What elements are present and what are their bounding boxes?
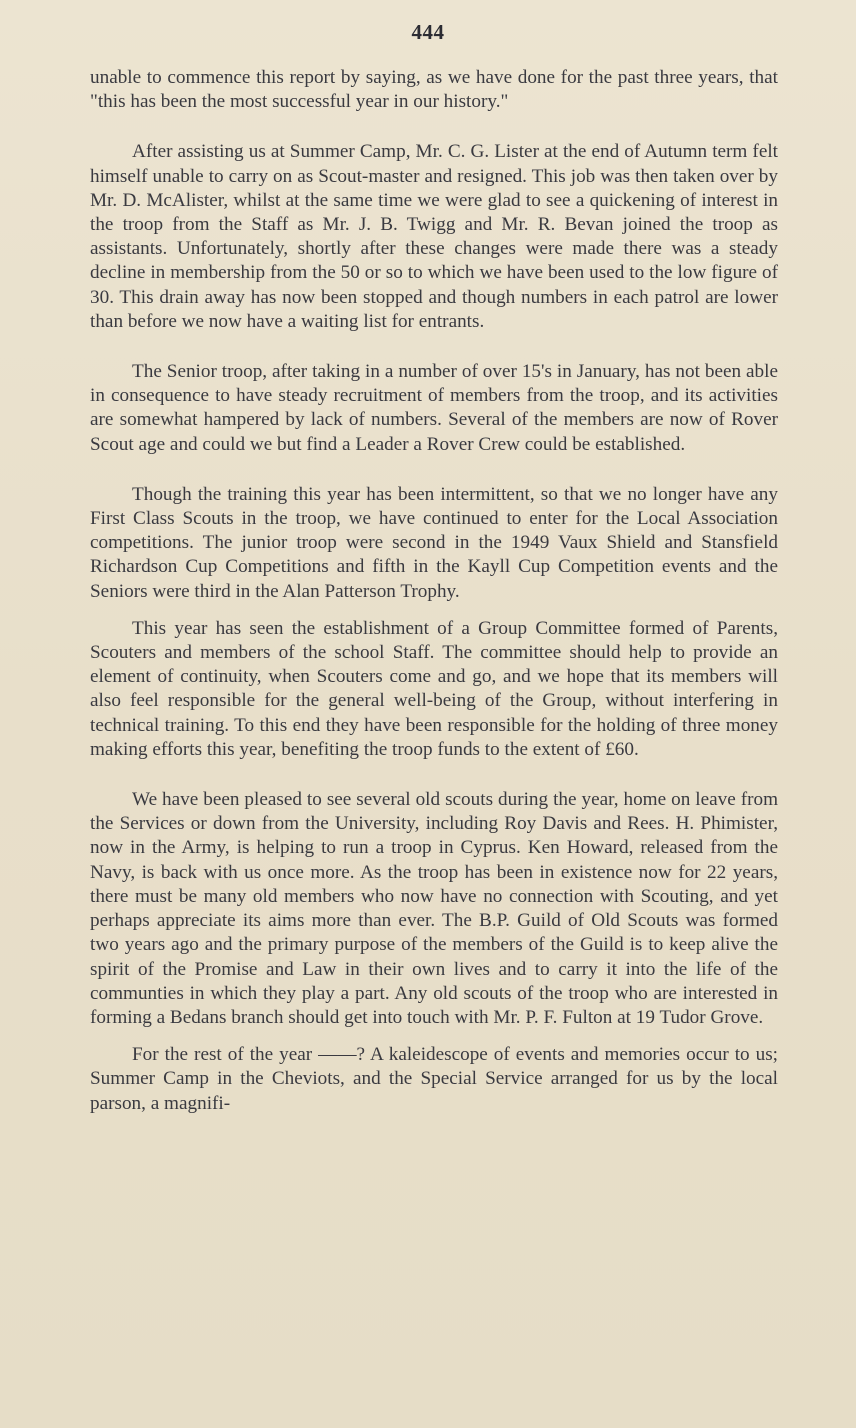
paragraph-senior-troop: The Senior troop, after taking in a number of over 15's in January, has not been able in consequence to have steady recruitment of members from the troop, and its activities are somewhat hampered by lack of numbers. Several of the members are now of Rover Scout age and could we but find a Leader a Rover Crew could be established. bbox=[90, 361, 778, 455]
paragraph-old-scouts: We have been pleased to see several old scouts during the year, home on leave from the Services or down from the University, including Roy Davis and Rees. H. Phimister, now in the Army, is helping to run a troop in Cyprus. Ken Howard, released from the Navy, is back with us once more. As the troop has been in existence now for 22 years, there must be many old members who now have no connection with Scouting, and yet perhaps appreciate its aims more than ever. The B.P. Guild of Old Scouts was formed two years ago and the primary purpose of the members of the Guild is to keep alive the spirit of the Promise and Law in their own lives and to carry it into the life of the communties in which they play a part. Any old scouts of the troop who are interested in forming a Bedans branch should get into touch with Mr. P. F. Fulton at 19 Tudor Grove. bbox=[90, 789, 778, 1028]
paragraph-training-competitions: Though the training this year has been intermittent, so that we no longer have any First Class Scouts in the troop, we have continued to enter for the Local Association competitions. The junior troop were second in the 1949 Vaux Shield and Stansfield Richardson Cup Competitions and fifth in the Kayll Cup Competition events and the Seniors were third in the Alan Patterson Trophy. bbox=[90, 483, 778, 602]
paragraph-group-committee: This year has seen the establishment of a Group Committee formed of Parents, Scouters and members of the school Staff. The committee should help to provide an element of continuity, when Scouters come and go, and we hope that its members will also feel responsible for the general well-being of the Group, without interfering in technical training. To this end they have been responsible for the holding of three money making efforts this year, benefiting the troop funds to the extent of £60. bbox=[90, 617, 778, 760]
paragraph-scoutmaster-changes: After assisting us at Summer Camp, Mr. C. G. Lister at the end of Autumn term felt himself unable to carry on as Scout-master and resigned. This job was then taken over by Mr. D. McAlister, whilst at the same time we were glad to see a quickening of interest in the troop from the Staff as Mr. J. B. Twigg and Mr. R. Bevan joined the troop as assistants. Unfortunately, shortly after these changes were made there was a steady decline in membership from the 50 or so to which we have been used to the low figure of 30. This drain away has now been stopped and though numbers in each patrol are lower than before we now have a waiting list for entrants. bbox=[90, 141, 778, 332]
paragraph-continued-intro: unable to commence this report by saying, as we have done for the past three years, that "this has been the most successful year in our history." bbox=[90, 67, 778, 113]
page-number: 444 bbox=[411, 20, 445, 44]
paragraph-rest-of-year: For the rest of the year ——? A kaleidescope of events and memories occur to us; Summer Camp in the Cheviots, and the Special Service arranged for us by the local parson, a magnifi- bbox=[90, 1044, 778, 1114]
report-body bbox=[90, 66, 778, 1116]
